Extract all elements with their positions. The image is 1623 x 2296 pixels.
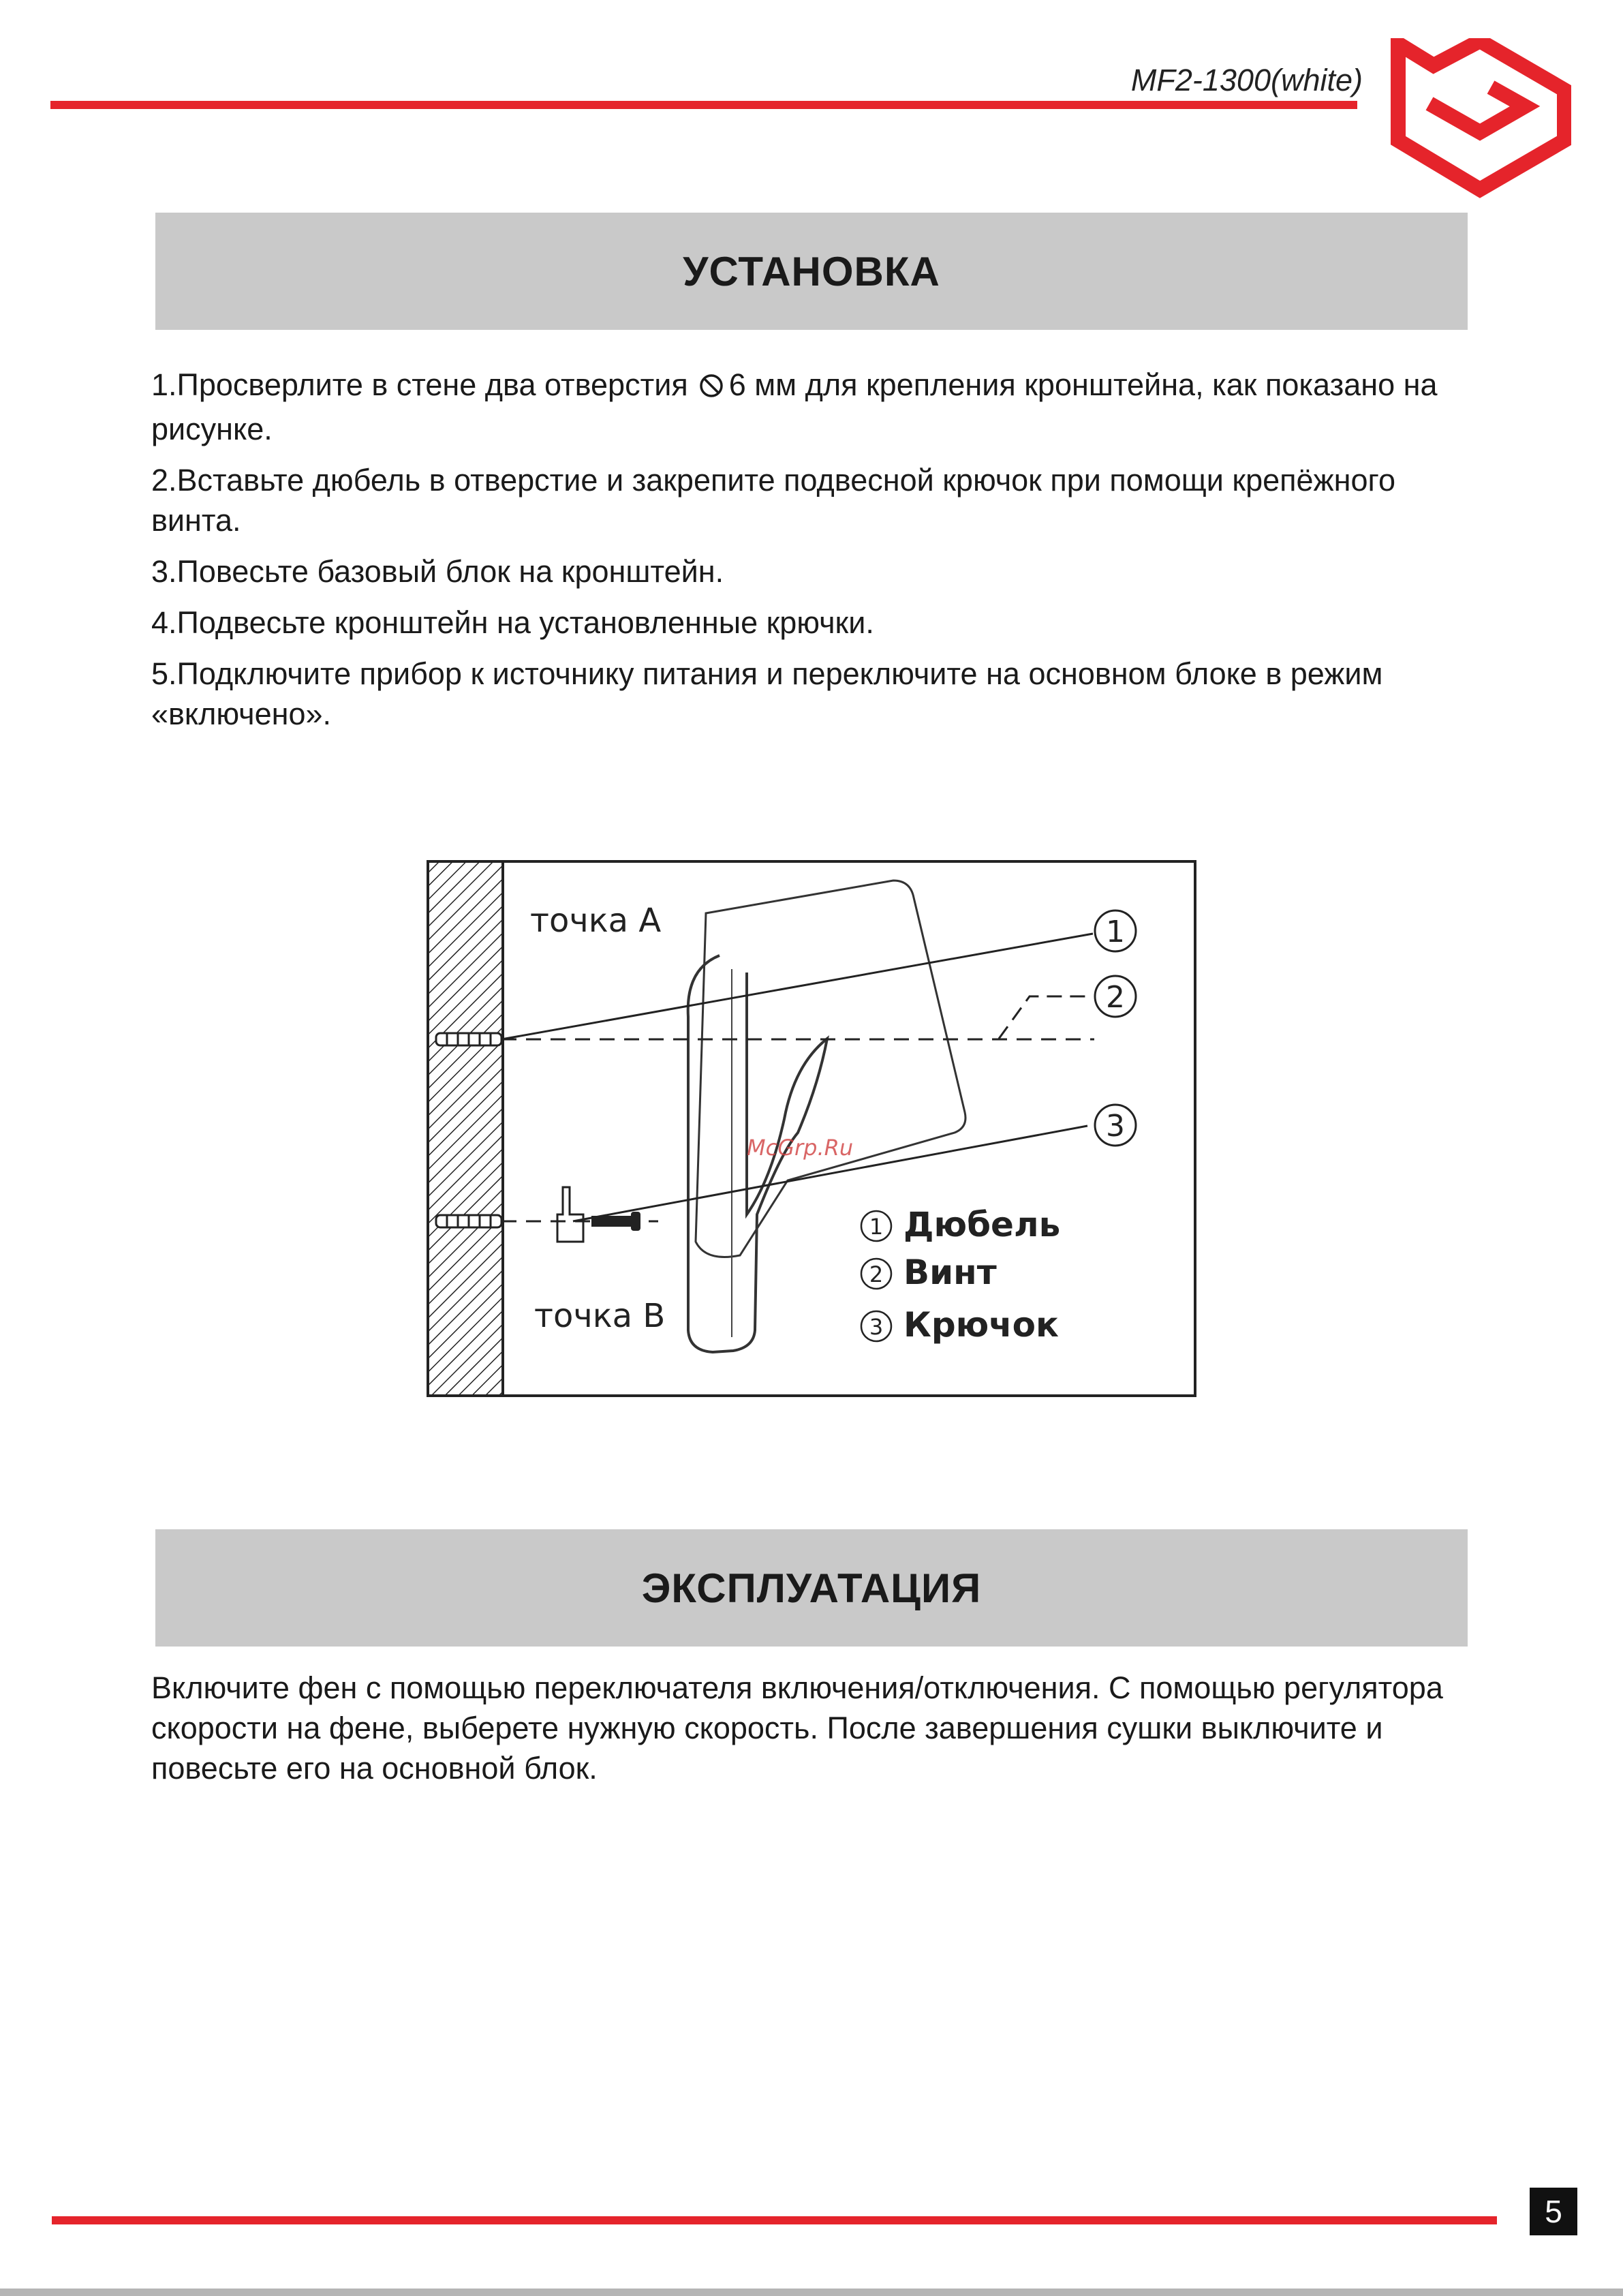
wall-hatch bbox=[428, 861, 503, 1396]
legend-3-label: Крючок bbox=[903, 1305, 1059, 1345]
callout-1-number: 1 bbox=[1106, 915, 1125, 949]
dowel-a bbox=[436, 1033, 501, 1045]
dowel-b bbox=[436, 1215, 501, 1227]
callout-3 bbox=[1095, 1105, 1136, 1146]
install-steps bbox=[151, 365, 1473, 745]
installation-diagram bbox=[427, 860, 1196, 1397]
legend-2-number: 2 bbox=[869, 1261, 884, 1287]
legend-1-label: Дюбель bbox=[903, 1205, 1061, 1244]
brand-logo-icon bbox=[1389, 38, 1571, 199]
callout-2-number: 2 bbox=[1106, 980, 1125, 1015]
model-name: MF2-1300(white) bbox=[1130, 63, 1363, 97]
legend-3-number: 3 bbox=[869, 1314, 884, 1340]
header-rule bbox=[50, 101, 1357, 109]
watermark: McGrp.Ru bbox=[747, 1135, 854, 1161]
point-a-label: точка А bbox=[530, 902, 662, 940]
install-step-4: 4.Подвесьте кронштейн на установленные крючки. bbox=[151, 605, 874, 640]
usage-title: ЭКСПЛУАТАЦИЯ bbox=[641, 1565, 982, 1611]
callout-3-number: 3 bbox=[1106, 1109, 1125, 1144]
install-step-5: 5.Подключите прибор к источнику питания и переключите на основном блоке в режим «включено». bbox=[151, 656, 1383, 731]
legend-2-label: Винт bbox=[903, 1253, 997, 1292]
install-step-1 bbox=[151, 365, 1473, 449]
page-bottom-edge bbox=[0, 2289, 1623, 2296]
step-1-text-end: 6 мм для крепления кронштейна, как показано на рисунке. bbox=[151, 367, 1438, 446]
callout-2 bbox=[1095, 976, 1136, 1017]
page-number: 5 bbox=[1530, 2188, 1577, 2235]
step-1-text-start: 1.Просверлите в стене два отверстия bbox=[151, 367, 688, 402]
usage-text: Включите фен с помощью переключателя включения/отключения. С помощью регулятора скорости на фене, выберете нужную скорость. После завершения сушки выключите и повесьте его на основной блок. bbox=[151, 1670, 1443, 1786]
install-step-2: 2.Вставьте дюбель в отверстие и закрепите подвесной крючок при помощи крепёжного винта. bbox=[151, 463, 1395, 538]
usage-section-header bbox=[155, 1529, 1468, 1647]
footer-rule bbox=[52, 2216, 1497, 2224]
diameter-icon bbox=[698, 369, 725, 409]
install-step-3: 3.Повесьте базовый блок на кронштейн. bbox=[151, 554, 724, 589]
install-section-header bbox=[155, 213, 1468, 330]
callout-1 bbox=[1095, 910, 1136, 951]
install-title: УСТАНОВКА bbox=[683, 248, 940, 294]
legend-1-number: 1 bbox=[869, 1214, 884, 1240]
point-b-label: точка В bbox=[534, 1297, 666, 1335]
